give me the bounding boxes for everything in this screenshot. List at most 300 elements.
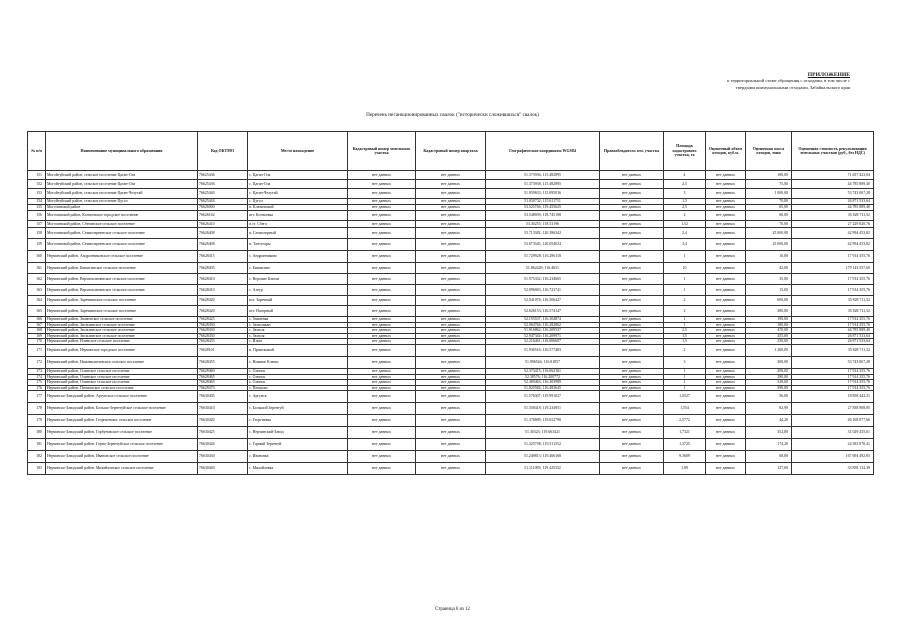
cell-location: с. Аргунск — [248, 391, 348, 403]
table-row — [28, 439, 874, 451]
cell-cadastral-plot: нет данных — [348, 328, 416, 334]
header-coordinates: Географические координаты WGS84 — [486, 132, 600, 171]
cell-location: с. Знаменка — [248, 317, 348, 323]
cell-owner: нет данных — [600, 369, 664, 375]
cell-volume: нет данных — [706, 274, 746, 285]
table-row — [28, 251, 874, 263]
cell-cadastral-quarter: нет данных — [416, 251, 486, 263]
cell-cost: 42 994 453,82 — [792, 228, 874, 239]
cell-cost: 17 914 355,76 — [792, 285, 874, 296]
cell-coordinates: 52.026153; 116.574147 — [486, 306, 600, 317]
cell-area: 1 — [664, 369, 706, 375]
cell-cadastral-quarter: нет данных — [416, 328, 486, 334]
cell-location: с. Цаган-Челутай — [248, 189, 348, 199]
cell-num: 168 — [28, 328, 46, 334]
cell-mass: 1 000,00 — [746, 189, 792, 199]
cell-mass: 65,00 — [746, 205, 792, 211]
header-cadastral-quarter: Кадастровый номер квартала — [416, 132, 486, 171]
cell-oktmo: 76630430 — [198, 451, 248, 463]
cell-municipality: Нерчинский район, Заречнинское сельское поселение — [46, 296, 198, 306]
cell-cadastral-plot: нет данных — [348, 317, 416, 323]
cell-location: с. Нерчинский-Завод — [248, 427, 348, 439]
cell-coordinates: 52.096943; 116.723741 — [486, 285, 600, 296]
table-row — [28, 211, 874, 221]
cell-cost: 27 229 820,76 — [792, 221, 874, 228]
cell-owner: нет данных — [600, 221, 664, 228]
cell-area: 1 — [664, 322, 706, 328]
cell-cadastral-plot: нет данных — [348, 211, 416, 221]
cell-location: с. Олинск — [248, 369, 348, 375]
cell-owner: нет данных — [600, 451, 664, 463]
cell-owner: нет данных — [600, 180, 664, 189]
cell-cadastral-plot: нет данных — [348, 415, 416, 427]
table-body — [28, 171, 874, 475]
cell-municipality: Могойтуйский район, сельское поселение Цаган-Челутай — [46, 189, 198, 199]
cell-cost: 31 029 455,61 — [792, 427, 874, 439]
cell-cadastral-quarter: нет данных — [416, 463, 486, 475]
cell-mass: 42,00 — [746, 263, 792, 274]
cell-num: 175 — [28, 380, 46, 386]
cell-coordinates: 51.930516; 116.577483 — [486, 345, 600, 357]
cell-mass: 320,00 — [746, 380, 792, 386]
header-area: Площадь кадастрового участка, га — [664, 132, 706, 171]
cell-coordinates: 51.576307; 119.991027 — [486, 391, 600, 403]
cell-mass: 35,00 — [746, 274, 792, 285]
cell-cost: 35 828 711,52 — [792, 211, 874, 221]
cell-volume: нет данных — [706, 322, 746, 328]
cell-area: 2,5 — [664, 180, 706, 189]
table-row — [28, 274, 874, 285]
cell-oktmo: 76628460 — [198, 369, 248, 375]
cell-coordinates: 51.373936; 115.482895 — [486, 171, 600, 180]
table-header-row — [28, 132, 874, 171]
table-row — [28, 451, 874, 463]
cell-owner: нет данных — [600, 251, 664, 263]
cell-num: 167 — [28, 322, 46, 328]
cell-cost: 35 828 711,52 — [792, 306, 874, 317]
cell-volume: нет данных — [706, 228, 746, 239]
cell-area: 2,4 — [664, 228, 706, 239]
header-volume: Оценочный объем отходов, куб.м. — [706, 132, 746, 171]
cell-location: п. Таптугары — [248, 239, 348, 251]
cell-municipality: Нерчинско-Заводский район, Аргунское сельское поселение — [46, 391, 198, 403]
cell-owner: нет данных — [600, 415, 664, 427]
cell-num: 182 — [28, 451, 46, 463]
cell-cadastral-quarter: нет данных — [416, 391, 486, 403]
cell-coordinates: 52.216461; 116.066607 — [486, 339, 600, 345]
cell-volume: нет данных — [706, 380, 746, 386]
cell-cadastral-quarter: нет данных — [416, 357, 486, 369]
cell-location: пст. Нагорный — [248, 306, 348, 317]
cell-area: 2,5 — [664, 328, 706, 334]
cell-oktmo: 76628425 — [198, 317, 248, 323]
cell-oktmo: 76628101 — [198, 345, 248, 357]
cell-location: с. Большой Зерентуй — [248, 403, 348, 415]
cell-cadastral-plot: нет данных — [348, 391, 416, 403]
cell-mass: 174,20 — [746, 439, 792, 451]
cell-coordinates: 51.059633; 115.095016 — [486, 189, 600, 199]
cell-cadastral-plot: нет данных — [348, 439, 416, 451]
cell-coordinates: 51.358418; 119.234951 — [486, 403, 600, 415]
header-num: № п/п — [28, 132, 46, 171]
cell-volume: нет данных — [706, 221, 746, 228]
cell-mass: 600,00 — [746, 296, 792, 306]
cell-volume: нет данных — [706, 296, 746, 306]
table-row — [28, 403, 874, 415]
cell-municipality: Нерчинский район, Олинское сельское поселение — [46, 374, 198, 380]
cell-oktmo: 76628420 — [198, 306, 248, 317]
cell-municipality: Нерчинско-Заводский район, Горно-Зерентуйское сельское поселение — [46, 439, 198, 451]
cell-municipality: Могочинский район — [46, 205, 198, 211]
cell-area: 1,7321 — [664, 427, 706, 439]
cell-owner: нет данных — [600, 345, 664, 357]
cell-volume: нет данных — [706, 415, 746, 427]
table-row — [28, 296, 874, 306]
cell-cadastral-plot: нет данных — [348, 263, 416, 274]
cell-mass: 10,00 — [746, 251, 792, 263]
cell-oktmo: 76628430 — [198, 333, 248, 339]
cell-area: 1,0527 — [664, 391, 706, 403]
cell-cost: 18 858 442,31 — [792, 391, 874, 403]
cell-owner: нет данных — [600, 228, 664, 239]
cell-location: п.ст. Сбега — [248, 221, 348, 228]
cell-cadastral-quarter: нет данных — [416, 263, 486, 274]
cell-num: 164 — [28, 296, 46, 306]
cell-cadastral-quarter: нет данных — [416, 199, 486, 205]
cell-volume: нет данных — [706, 306, 746, 317]
cell-municipality: Нерчинский район, Бишигинское сельское поселение — [46, 263, 198, 274]
cell-cadastral-plot: нет данных — [348, 380, 416, 386]
cell-num: 154 — [28, 199, 46, 205]
cell-cost: 44 785 889,40 — [792, 328, 874, 334]
cell-num: 166 — [28, 317, 46, 323]
cell-municipality: Могойтуйский район, сельское поселение Цаган-Ола — [46, 180, 198, 189]
cell-num: 181 — [28, 439, 46, 451]
cell-municipality: Могочинский район, Семиозерненское сельское поселение — [46, 228, 198, 239]
cell-cost: 167 694 492,83 — [792, 451, 874, 463]
cell-mass: 455,00 — [746, 333, 792, 339]
cell-mass: 70,00 — [746, 221, 792, 228]
cell-num: 169 — [28, 333, 46, 339]
cell-cadastral-quarter: нет данных — [416, 285, 486, 296]
cell-owner: нет данных — [600, 380, 664, 386]
cell-owner: нет данных — [600, 427, 664, 439]
cell-owner: нет данных — [600, 317, 664, 323]
cell-area: 2 — [664, 211, 706, 221]
cell-municipality: Нерчинский район, Олинское сельское поселение — [46, 380, 198, 386]
header-owner: Правообладатель зем. участка — [600, 132, 664, 171]
cell-cost: 17 914 355,76 — [792, 251, 874, 263]
cell-coordinates: 51.376689; 119.652798 — [486, 415, 600, 427]
table-row — [28, 391, 874, 403]
cell-municipality: Могочинский район, Сбегинское сельское поселение — [46, 221, 198, 228]
cell-owner: нет данных — [600, 374, 664, 380]
cell-oktmo: 76626410 — [198, 221, 248, 228]
cell-area: 1 — [664, 251, 706, 263]
cell-cadastral-quarter: нет данных — [416, 374, 486, 380]
cell-municipality: Могочинский район, Ксеньевское городское поселение — [46, 211, 198, 221]
cell-volume: нет данных — [706, 374, 746, 380]
cell-cost: 24 583 870,41 — [792, 439, 874, 451]
cell-oktmo: 76626000 — [198, 205, 248, 211]
document-title: Перечень несанкционированных свалок ("исторически сложившихся" свалок) — [366, 112, 539, 118]
appendix-block — [630, 72, 850, 91]
cell-cadastral-plot: нет данных — [348, 463, 416, 475]
cell-cadastral-quarter: нет данных — [416, 439, 486, 451]
dumps-table — [27, 131, 874, 475]
cell-mass: 70,00 — [746, 199, 792, 205]
cell-num: 159 — [28, 239, 46, 251]
cell-num: 152 — [28, 180, 46, 189]
cell-cadastral-quarter: нет данных — [416, 385, 486, 391]
cell-area: 2,4 — [664, 239, 706, 251]
cell-cost: 44 785 889,40 — [792, 205, 874, 211]
cell-cadastral-quarter: нет данных — [416, 228, 486, 239]
cell-num: 156 — [28, 211, 46, 221]
cell-oktmo: 76630440 — [198, 463, 248, 475]
cell-cadastral-quarter: нет данных — [416, 333, 486, 339]
cell-cost: 53 743 067,28 — [792, 357, 874, 369]
cell-coordinates: 51.30323; 119.663421 — [486, 427, 600, 439]
cell-num: 179 — [28, 415, 46, 427]
cell-oktmo: 76628455 — [198, 357, 248, 369]
table-row — [28, 415, 874, 427]
cell-municipality: Нерчинско-Заводский район, Георгиевское сельское поселение — [46, 415, 198, 427]
cell-municipality: Нерчинско-Заводский район, Большо-Зерентуйское сельское поселение — [46, 403, 198, 415]
cell-owner: нет данных — [600, 189, 664, 199]
cell-mass: 352,80 — [746, 427, 792, 439]
cell-location: п. Приисковый — [248, 345, 348, 357]
cell-owner: нет данных — [600, 199, 664, 205]
table-row — [28, 427, 874, 439]
cell-volume: нет данных — [706, 239, 746, 251]
cell-mass: 470,00 — [746, 328, 792, 334]
table-row — [28, 345, 874, 357]
cell-cadastral-plot: нет данных — [348, 180, 416, 189]
cell-volume: нет данных — [706, 391, 746, 403]
cell-municipality: Нерчинский район, Нижнеключевское сельское поселение — [46, 357, 198, 369]
appendix-line: твердыми коммунальными отходами, Забайкальского края — [735, 84, 850, 90]
cell-oktmo: 76626408 — [198, 228, 248, 239]
cell-coordinates: 53.713382; 120.396342 — [486, 228, 600, 239]
cell-volume: нет данных — [706, 171, 746, 180]
cell-oktmo: 76628435 — [198, 339, 248, 345]
cell-volume: нет данных — [706, 328, 746, 334]
cell-coordinates: 53.548039; 118.745198 — [486, 211, 600, 221]
cell-owner: нет данных — [600, 385, 664, 391]
cell-location: п. Ключевский — [248, 205, 348, 211]
cell-coordinates: 51.975332; 116.234665 — [486, 274, 600, 285]
cell-num: 153 — [28, 189, 46, 199]
cell-cadastral-plot: нет данных — [348, 322, 416, 328]
cell-oktmo: 76625436 — [198, 171, 248, 180]
cell-coordinates: 51.325708; 119.511352 — [486, 439, 600, 451]
header-cost: Оценочная стоимость рекультивации земельных участков (руб., без НДС) — [792, 132, 874, 171]
cell-location: с. Ивановка — [248, 451, 348, 463]
cell-area: 1,5 — [664, 199, 706, 205]
header-municipality: Наименование муниципального образования — [46, 132, 198, 171]
cell-location: пгт. Ксеньевка — [248, 211, 348, 221]
cell-area: 1,3725 — [664, 439, 706, 451]
cell-volume: нет данных — [706, 339, 746, 345]
cell-location: с. Цаган-Ола — [248, 180, 348, 189]
cell-num: 174 — [28, 374, 46, 380]
cell-cost: 27 838 908,85 — [792, 403, 874, 415]
cell-num: 165 — [28, 306, 46, 317]
cell-mass: 44,20 — [746, 415, 792, 427]
cell-cost: 17 914 355,76 — [792, 322, 874, 328]
table-row — [28, 239, 874, 251]
table-row — [28, 463, 874, 475]
header-location: Место нахождение — [248, 132, 348, 171]
cell-coordinates: 53.673345; 120.054024 — [486, 239, 600, 251]
cell-mass: 390,00 — [746, 385, 792, 391]
cell-cadastral-plot: нет данных — [348, 171, 416, 180]
cell-area: 2 — [664, 306, 706, 317]
cell-location: с. Олинск — [248, 380, 348, 386]
cell-num: 151 — [28, 171, 46, 180]
cell-oktmo: 76630426 — [198, 439, 248, 451]
cell-cadastral-plot: нет данных — [348, 199, 416, 205]
cell-num: 163 — [28, 285, 46, 296]
cell-cadastral-quarter: нет данных — [416, 306, 486, 317]
cell-coordinates: 51.820584; 116.483645 — [486, 385, 600, 391]
cell-municipality: Могочинский район, Семиозерненское сельское поселение — [46, 239, 198, 251]
cell-mass: 60,00 — [746, 211, 792, 221]
cell-mass: 75,00 — [746, 180, 792, 189]
cell-oktmo: 76626408 — [198, 239, 248, 251]
cell-cadastral-quarter: нет данных — [416, 239, 486, 251]
cell-location: с. Георгиевка — [248, 415, 348, 427]
cell-area: 1,5 — [664, 339, 706, 345]
cell-area: 1 — [664, 385, 706, 391]
cell-cadastral-plot: нет данных — [348, 385, 416, 391]
cell-owner: нет данных — [600, 263, 664, 274]
cell-cadastral-quarter: нет данных — [416, 221, 486, 228]
cell-area: 1,554 — [664, 403, 706, 415]
cell-num: 158 — [28, 228, 46, 239]
cell-cost: 46 168 877,66 — [792, 415, 874, 427]
cell-coordinates: 52.041076; 116.506427 — [486, 296, 600, 306]
cell-location: с. Зюльзя — [248, 328, 348, 334]
cell-cost: 17 914 355,76 — [792, 380, 874, 386]
cell-volume: нет данных — [706, 333, 746, 339]
cell-oktmo: 76628410 — [198, 285, 248, 296]
cell-cost: 35 828 711,52 — [792, 296, 874, 306]
cell-area: 3 — [664, 357, 706, 369]
cell-num: 176 — [28, 385, 46, 391]
cell-owner: нет данных — [600, 274, 664, 285]
cell-cadastral-quarter: нет данных — [416, 415, 486, 427]
cell-municipality: Нерчинский район, Андронниковское сельское поселение — [46, 251, 198, 263]
cell-cost: 26 871 533,64 — [792, 339, 874, 345]
cell-cost: 26 871 533,64 — [792, 333, 874, 339]
cell-oktmo: 76625444 — [198, 199, 248, 205]
cell-municipality: Нерчинский район, Пешковское сельское поселение — [46, 385, 198, 391]
cell-cadastral-quarter: нет данных — [416, 339, 486, 345]
cell-cadastral-plot: нет данных — [348, 333, 416, 339]
cell-cadastral-quarter: нет данных — [416, 211, 486, 221]
cell-location: п. Семиозерный — [248, 228, 348, 239]
cell-cost: 17 914 355,76 — [792, 274, 874, 285]
table-row — [28, 263, 874, 274]
cell-cadastral-quarter: нет данных — [416, 317, 486, 323]
cell-oktmo: 76628465 — [198, 374, 248, 380]
cell-coordinates: 53.525746; 119.455625 — [486, 205, 600, 211]
cell-owner: нет данных — [600, 357, 664, 369]
cell-mass: 380,00 — [746, 306, 792, 317]
cell-location: с. Олинск — [248, 374, 348, 380]
cell-cost: 35 828 711,52 — [792, 345, 874, 357]
cell-mass: 1 200,00 — [746, 345, 792, 357]
cell-area: 1,89 — [664, 463, 706, 475]
cell-location: с. Михайловка — [248, 463, 348, 475]
cell-owner: нет данных — [600, 285, 664, 296]
appendix-title: ПРИЛОЖЕНИЕ — [807, 72, 850, 78]
cell-location: с. Бишигино — [248, 263, 348, 274]
cell-cadastral-quarter: нет данных — [416, 205, 486, 211]
cell-owner: нет данных — [600, 306, 664, 317]
cell-municipality: Нерчинский район, Нерчинское городское поселение — [46, 345, 198, 357]
cell-volume: нет данных — [706, 251, 746, 263]
cell-area: 2,5 — [664, 205, 706, 211]
cell-volume: нет данных — [706, 285, 746, 296]
cell-num: 170 — [28, 339, 46, 345]
cell-mass: 15,00 — [746, 285, 792, 296]
cell-location: пст. Заречный — [248, 296, 348, 306]
cell-cost: 44 785 889,40 — [792, 180, 874, 189]
cell-mass: 200,00 — [746, 369, 792, 375]
table-row — [28, 357, 874, 369]
cell-cadastral-plot: нет данных — [348, 205, 416, 211]
cell-volume: нет данных — [706, 199, 746, 205]
table-row — [28, 306, 874, 317]
cell-location: с. Зюльзикан — [248, 322, 348, 328]
cell-municipality: Нерчинско-Заводский район, Михайловское сельское поселение — [46, 463, 198, 475]
cell-owner: нет данных — [600, 211, 664, 221]
cell-municipality: Нерчинский район, Верхнеключевское сельское поселение — [46, 274, 198, 285]
cell-cadastral-quarter: нет данных — [416, 296, 486, 306]
cell-cadastral-plot: нет данных — [348, 427, 416, 439]
cell-owner: нет данных — [600, 391, 664, 403]
cell-cadastral-plot: нет данных — [348, 285, 416, 296]
header-cadastral-plot: Кадастровый номер земельного участка — [348, 132, 416, 171]
cell-cadastral-quarter: нет данных — [416, 427, 486, 439]
cell-num: 157 — [28, 221, 46, 228]
cell-oktmo: 76625436 — [198, 180, 248, 189]
cell-cadastral-quarter: нет данных — [416, 403, 486, 415]
cell-cadastral-plot: нет данных — [348, 451, 416, 463]
cell-area: 1 — [664, 317, 706, 323]
cell-cadastral-quarter: нет данных — [416, 369, 486, 375]
cell-volume: нет данных — [706, 451, 746, 463]
cell-mass: 25 000,00 — [746, 228, 792, 239]
cell-area: 1,5 — [664, 333, 706, 339]
cell-location: с. Андронниково — [248, 251, 348, 263]
cell-cost: 71 657 423,04 — [792, 171, 874, 180]
cell-cadastral-quarter: нет данных — [416, 322, 486, 328]
cell-volume: нет данных — [706, 211, 746, 221]
cell-area: 1 — [664, 380, 706, 386]
cell-coordinates: 51.916862; 116.209537 — [486, 328, 600, 334]
cell-num: 162 — [28, 274, 46, 285]
cell-oktmo: 76628415 — [198, 251, 248, 263]
cell-coordinates: 51.729928; 116.296118 — [486, 251, 600, 263]
cell-volume: нет данных — [706, 427, 746, 439]
cell-owner: нет данных — [600, 296, 664, 306]
cell-location: с. Илим — [248, 339, 348, 345]
cell-cadastral-quarter: нет данных — [416, 274, 486, 285]
